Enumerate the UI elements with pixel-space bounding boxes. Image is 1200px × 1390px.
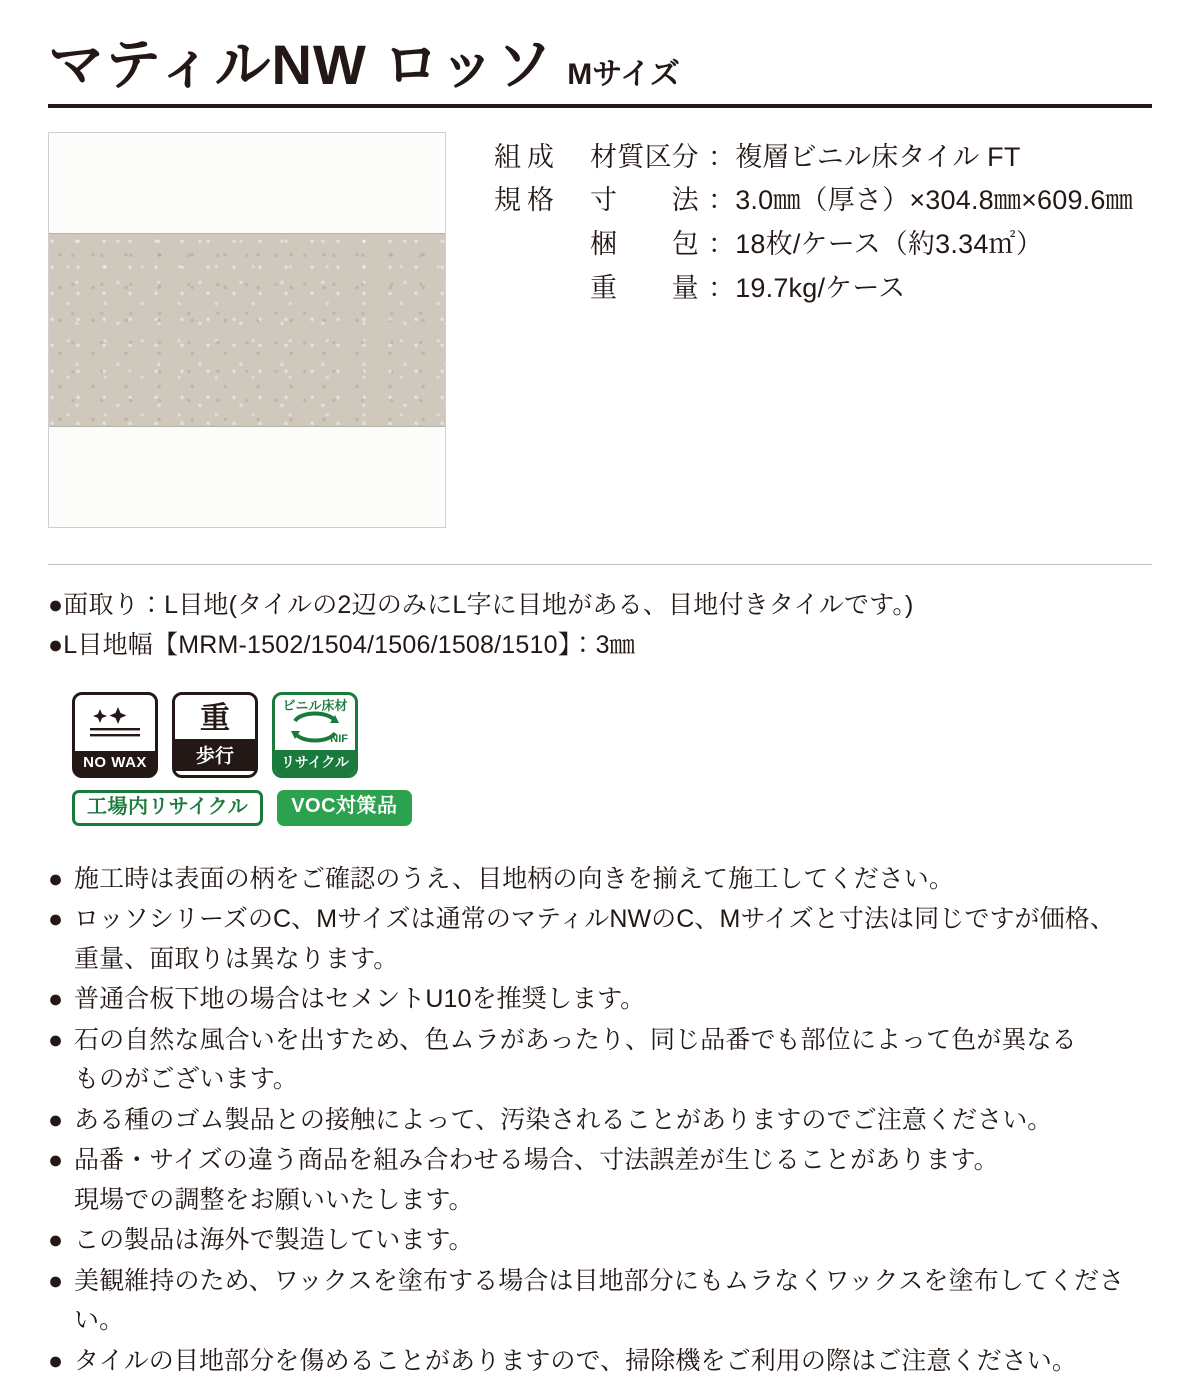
product-size-label: Mサイズ [567,58,680,91]
spec-group-label: 規格 [494,185,560,216]
spec-row [494,267,1133,311]
feature-notes [48,585,1152,666]
eco-badges [72,790,1152,826]
caution-item [48,1101,1152,1141]
nif-mark: NIF [330,732,348,745]
caution-line: ロッソシリーズのC、Mサイズは通常のマティルNWのC、Mサイズと寸法は同じですが価格、 [74,905,1115,934]
heavy-traffic-label: 歩行 [175,739,255,771]
bullet-icon: ● [48,1025,64,1054]
bullet-icon: ● [48,1226,64,1255]
spec-key: 材質区分 [590,141,699,172]
caution-text [74,1101,1152,1141]
caution-text [74,860,1152,900]
heavy-traffic-icon [172,692,258,778]
spec-key: 重 量 [590,272,699,303]
voc-pill: VOC対策品 [277,790,411,826]
no-wax-icon [72,692,158,778]
caution-text [74,1141,1152,1220]
caution-line: 石の自然な風合いを出すため、色ムラがあったり、同じ品番でも部位によって色が異なる [74,1025,1077,1054]
spec-separator: ： [708,272,736,303]
caution-text [74,1342,1152,1382]
bullet-icon: ● [48,905,64,934]
vinyl-recycle-top-label: ビニル床材 [282,697,348,713]
swatch-band-material [49,233,445,427]
caution-line: ある種のゴム製品との接触によって、汚染されることがありますのでご注意ください。 [74,1105,1053,1134]
bullet-icon: ● [48,864,64,893]
bullet-icon: ● [48,1346,64,1375]
caution-item [48,1021,1152,1100]
no-wax-label: NO WAX [75,751,155,775]
vinyl-recycle-icon [272,692,358,778]
certification-icons [72,692,1152,778]
spec-separator: ： [708,185,736,216]
spec-value: 3.0㎜（厚さ）×304.8㎜×609.6㎜ [735,185,1133,216]
caution-text [74,1221,1152,1261]
spec-table [494,132,1133,528]
caution-line: ものがございます。 [74,1065,298,1094]
vinyl-recycle-label: リサイクル [275,750,355,775]
caution-line: 美観維持のため、ワックスを塗布する場合は目地部分にもムラなくワックスを塗布してください。 [74,1266,1125,1335]
spec-group-label: 組成 [494,141,560,172]
swatch-band-top [49,133,445,233]
caution-item [48,1221,1152,1261]
spec-value: 19.7kg/ケース [735,272,906,303]
caution-item [48,900,1152,979]
caution-line: 品番・サイズの違う商品を組み合わせる場合、寸法誤差が生じることがあります。 [74,1146,999,1175]
bullet-icon: ● [48,985,64,1014]
spec-row [494,223,1133,267]
product-name: マティルNW ロッソ [48,33,554,96]
caution-item [48,980,1152,1020]
caution-list [48,860,1152,1382]
spec-separator: ： [708,141,736,172]
heavy-traffic-kanji: 重 [200,702,230,736]
caution-item [48,1262,1152,1341]
caution-line: タイルの目地部分を傷めることがありますので、掃除機をご利用の際はご注意ください。 [74,1346,1078,1375]
caution-line: 現場での調整をお願いいたします。 [74,1185,474,1214]
spec-key: 梱 包 [590,229,699,260]
spec-area [48,132,1152,528]
spec-key: 寸 法 [590,185,699,216]
caution-text [74,1262,1152,1341]
bullet-icon: ● [48,1146,64,1175]
caution-item [48,1342,1152,1382]
spec-row [494,179,1133,223]
caution-line: 重量、面取りは異なります。 [74,944,399,973]
bullet-icon: ● [48,1266,64,1295]
caution-text [74,1021,1152,1100]
feature-note-line: ●L目地幅【MRM-1502/1504/1506/1508/1510】：3㎜ [48,631,635,660]
spec-value: 複層ビニル床タイル FT [735,141,1021,172]
spec-row [494,136,1133,180]
title-divider [48,104,1152,108]
spec-value: 18枚/ケース（約3.34㎡） [735,229,1043,260]
section-divider [48,564,1152,565]
factory-recycle-pill: 工場内リサイクル [72,790,263,826]
caution-text [74,900,1152,979]
caution-line: 施工時は表面の柄をご確認のうえ、目地柄の向きを揃えて施工してください。 [74,864,955,893]
caution-line: 普通合板下地の場合はセメントU10を推奨します。 [74,985,646,1014]
caution-line: この製品は海外で製造しています。 [74,1226,474,1255]
swatch-band-bottom [49,427,445,527]
product-swatch-image [48,132,446,528]
caution-item [48,1141,1152,1220]
bullet-icon: ● [48,1105,64,1134]
caution-item [48,860,1152,900]
feature-note-line: ●面取り：L目地(タイルの2辺のみにL字に目地がある、目地付きタイルです。) [48,590,914,619]
no-wax-shine-icon [87,695,143,751]
page-title [48,0,1152,100]
caution-text [74,980,1152,1020]
spec-separator: ： [708,229,736,260]
